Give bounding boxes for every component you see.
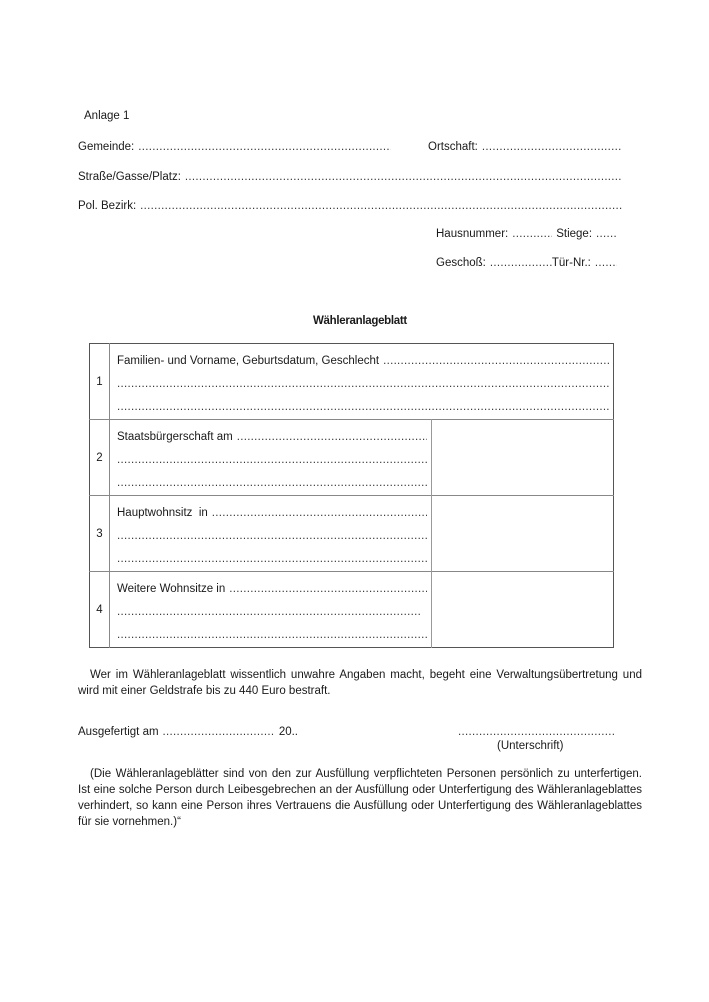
blank-cell[interactable] bbox=[432, 572, 614, 648]
bezirk-input-line[interactable] bbox=[140, 200, 622, 212]
stiege-label: Stiege: bbox=[556, 228, 593, 240]
input-line[interactable] bbox=[117, 553, 427, 565]
input-line[interactable] bbox=[237, 431, 427, 443]
signature-line[interactable] bbox=[458, 726, 614, 738]
row-label: Staatsbürgerschaft am bbox=[117, 431, 233, 443]
strasse-input-line[interactable] bbox=[185, 171, 622, 183]
table-row bbox=[90, 420, 614, 496]
row-cell bbox=[110, 420, 431, 495]
gemeinde-input-line[interactable] bbox=[138, 141, 391, 153]
ortschaft-label: Ortschaft: bbox=[428, 141, 478, 153]
input-line[interactable] bbox=[117, 378, 609, 390]
geschoss-tuer-row bbox=[436, 257, 617, 269]
row-number: 3 bbox=[90, 496, 110, 572]
input-line[interactable] bbox=[117, 606, 421, 618]
tuer-label: Tür-Nr.: bbox=[551, 257, 591, 269]
hausnummer-input-line[interactable] bbox=[512, 228, 552, 240]
date-field[interactable] bbox=[78, 726, 298, 738]
voter-form-table bbox=[89, 343, 614, 648]
signature-caption: (Unterschrift) bbox=[497, 740, 564, 752]
input-line[interactable] bbox=[117, 629, 427, 641]
warning-paragraph: Wer im Wähleranlageblatt wissentlich unwahre Angaben macht, begeht eine Verwaltungsübertretung und wird mit einer Geldstrafe bis zu 440 Euro bestraft. bbox=[78, 669, 642, 697]
row-label: Familien- und Vorname, Geburtsdatum, Geschlecht bbox=[117, 355, 380, 367]
strasse-field[interactable] bbox=[78, 171, 622, 183]
input-line[interactable] bbox=[229, 583, 427, 595]
geschoss-input-line[interactable] bbox=[490, 257, 552, 269]
bezirk-label: Pol. Bezirk: bbox=[78, 200, 137, 212]
name-field[interactable] bbox=[117, 355, 609, 367]
hausnummer-stiege-row bbox=[436, 228, 617, 240]
citizenship-field[interactable] bbox=[117, 431, 427, 443]
other-residences-field[interactable] bbox=[117, 583, 427, 595]
row-label: Hauptwohnsitz in bbox=[117, 507, 208, 519]
gemeinde-label: Gemeinde: bbox=[78, 141, 135, 153]
note-paragraph: (Die Wähleranlageblätter sind von den zur Ausfüllung verpflichteten Personen persönlich zu unterfertigen. Ist eine solche Person durch Leibesgebrechen an der Ausfüllung oder Unterfertigung des Wähleranlageblattes verhindert, so kann eine Person ihres Vertrauens die Ausfüllung oder Unterfertigung des Wähleranlageblattes für sie vornehmen.)“ bbox=[78, 768, 642, 828]
row-number: 2 bbox=[90, 420, 110, 496]
row-cell bbox=[110, 496, 431, 571]
gemeinde-field[interactable] bbox=[78, 141, 391, 153]
signature-input-line[interactable] bbox=[458, 726, 614, 738]
geschoss-label: Geschoß: bbox=[436, 257, 486, 269]
annex-label: Anlage 1 bbox=[84, 110, 130, 122]
input-line[interactable] bbox=[117, 401, 609, 413]
table-row bbox=[90, 572, 614, 648]
input-line[interactable] bbox=[117, 454, 427, 466]
blank-cell[interactable] bbox=[432, 420, 614, 496]
main-residence-field[interactable] bbox=[117, 507, 427, 519]
date-label: Ausgefertigt am bbox=[78, 726, 159, 738]
blank-cell[interactable] bbox=[432, 496, 614, 572]
row-cell bbox=[110, 572, 431, 647]
stiege-input-line[interactable] bbox=[596, 228, 617, 240]
strasse-label: Straße/Gasse/Platz: bbox=[78, 171, 181, 183]
input-line[interactable] bbox=[212, 507, 427, 519]
date-input-line[interactable] bbox=[163, 726, 275, 738]
row-number: 4 bbox=[90, 572, 110, 648]
hausnummer-label: Hausnummer: bbox=[436, 228, 509, 240]
input-line[interactable] bbox=[117, 477, 427, 489]
year-suffix: 20.. bbox=[278, 726, 298, 738]
ortschaft-input-line[interactable] bbox=[482, 141, 622, 153]
tuer-input-line[interactable] bbox=[595, 257, 617, 269]
row-cell bbox=[110, 344, 613, 419]
table-row bbox=[90, 496, 614, 572]
row-label: Weitere Wohnsitze in bbox=[117, 583, 226, 595]
input-line[interactable] bbox=[117, 530, 427, 542]
form-title: Wähleranlageblatt bbox=[313, 315, 407, 327]
bezirk-field[interactable] bbox=[78, 200, 622, 212]
table-row bbox=[90, 344, 614, 420]
input-line[interactable] bbox=[383, 355, 609, 367]
row-number: 1 bbox=[90, 344, 110, 420]
ortschaft-field[interactable] bbox=[428, 141, 622, 153]
